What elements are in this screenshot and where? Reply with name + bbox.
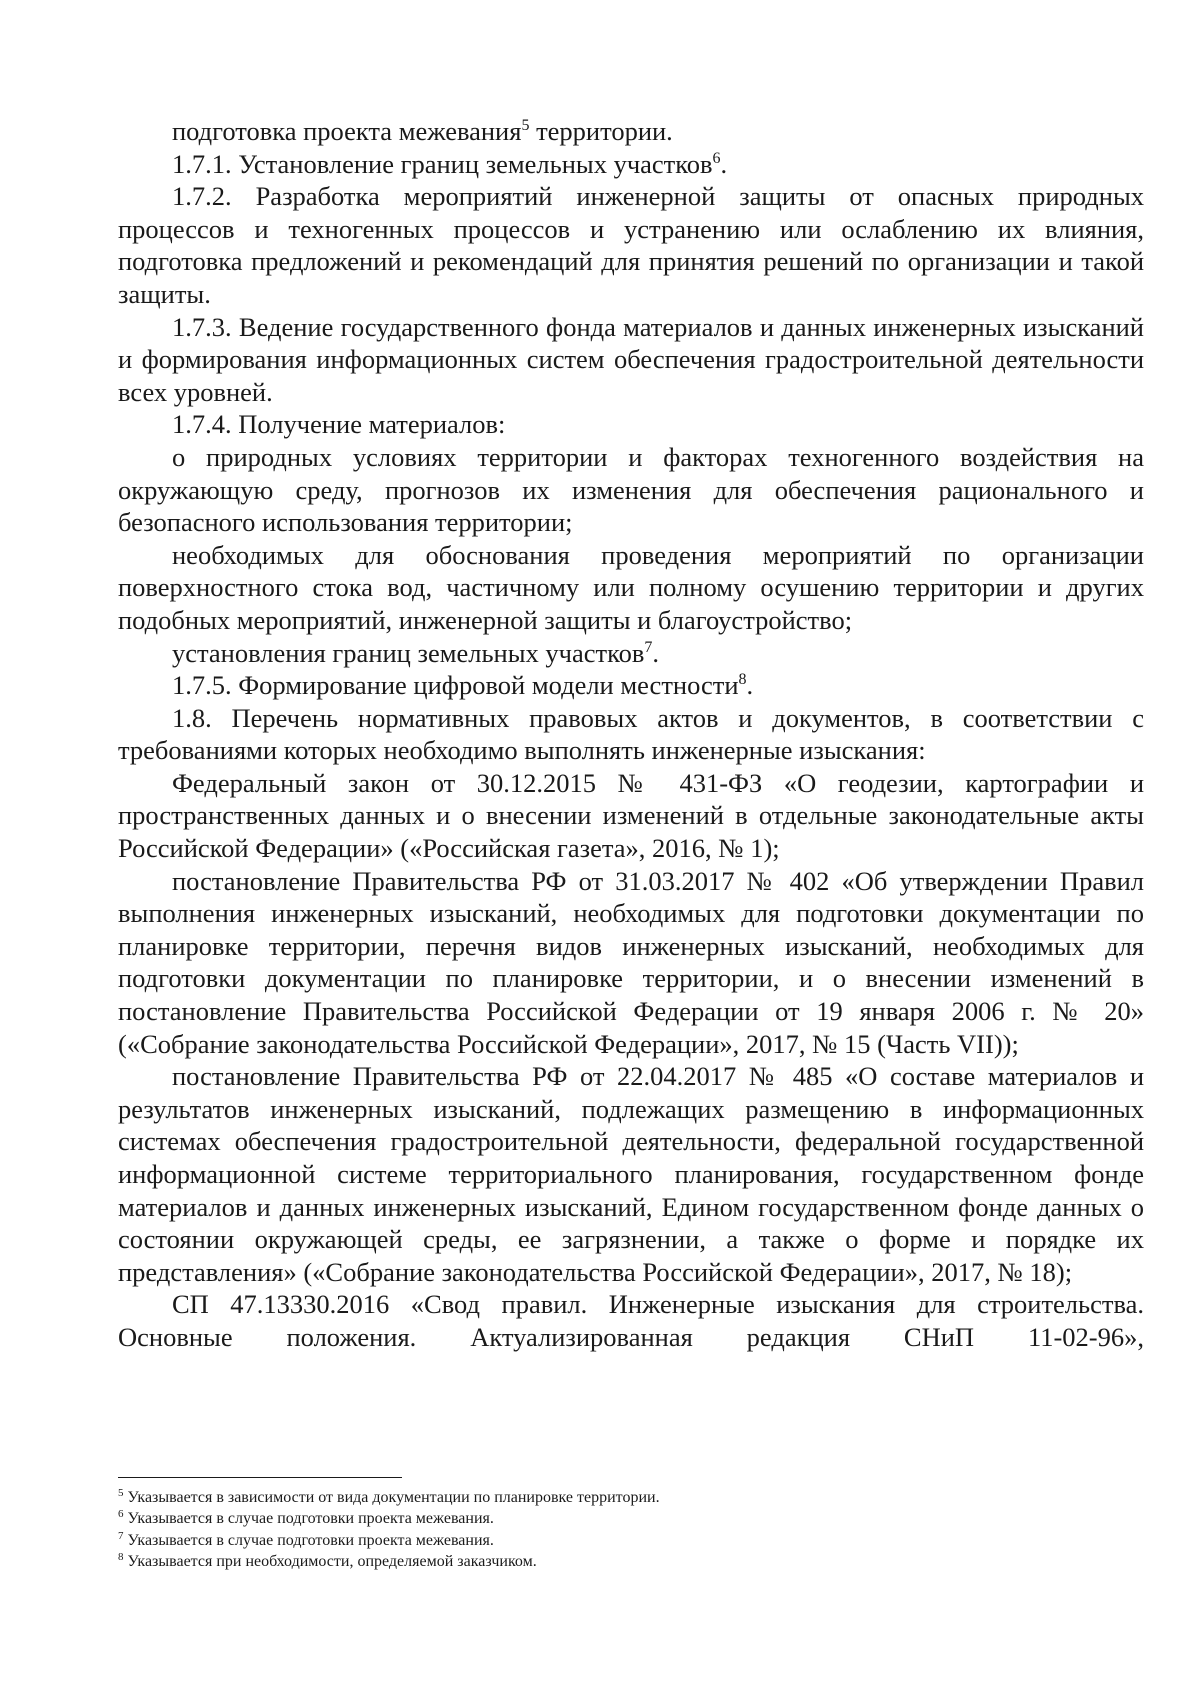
footnotes [118, 1487, 1144, 1573]
paragraph-decree-402: постановление Правительства РФ от 31.03.2017 № 402 «Об утверждении Правил выполнения инженерных изысканий, необходимых для подготовки документации по планировке территории, перечня видов инженерных изысканий, необходимых для подготовки документации по планировке территории, и о внесении изменений в постановление Правительства Российской Федерации от 19 января 2006 г. № 20» («Собрание законодательства Российской Федерации», 2017, № 15 (Часть VII)); [118, 865, 1144, 1059]
paragraph-1-7-3: 1.7.3. Ведение государственного фонда материалов и данных инженерных изысканий и формирования информационных систем обеспечения градостроительной деятельности всех уровней. [118, 311, 1144, 407]
paragraph-1-7-1: 1.7.1. Установление границ земельных участков$^6$. [172, 148, 728, 179]
paragraph-land-boundaries: установления границ земельных участков$^7$. [172, 637, 660, 668]
paragraph-surface-runoff: необходимых для обоснования проведения мероприятий по организации поверхностного стока вод, частичному или полному осушению территории и других подобных мероприятий, инженерной защиты и благоустройство; [118, 539, 1144, 635]
paragraph-sp-47: СП 47.13330.2016 «Свод правил. Инженерные изыскания для строительства. Основные положения. Актуализированная редакция СНиП 11-02-96», [118, 1289, 1144, 1352]
paragraph-natural-conditions: о природных условиях территории и факторах техногенного воздействия на окружающую среду, прогнозов их изменения для обеспечения рационального и безопасного использования территории; [118, 441, 1144, 538]
paragraph-decree-485: постановление Правительства РФ от 22.04.2017 № 485 «О составе материалов и результатов инженерных изысканий, подлежащих размещению в информационных системах обеспечения градостроительной деятельности, федеральной государственной информационной системе территориального планирования, государственном фонде материалов и данных инженерных изысканий, Едином государственном фонде данных о состоянии окружающей среды, ее загрязнении, а также о форме и порядке их представления» («Собрание законодательства Российской Федерации», 2017, № 18); [118, 1061, 1144, 1287]
footnote-6: $^6$ Указывается в случае подготовки проекта межевания. [118, 1508, 494, 1528]
document-page [118, 115, 1144, 1354]
footnote-ref-5[interactable]: 5 [521, 117, 530, 134]
footnote-ref-6[interactable]: 6 [712, 149, 721, 167]
paragraph-mezhevanie: подготовка проекта межевания$^5$ территории. [172, 116, 673, 146]
paragraph-1-7-5: 1.7.5. Формирование цифровой модели местности$^8$. [172, 670, 754, 701]
paragraph-1-7-4: 1.7.4. Получение материалов: [172, 409, 506, 440]
paragraph-1-8: 1.8. Перечень нормативных правовых актов и документов, в соответствии с требованиями которых необходимо выполнять инженерные изыскания: [118, 702, 1144, 766]
footnote-7: $^7$ Указывается в случае подготовки проекта межевания. [118, 1529, 494, 1549]
footnote-separator [118, 1477, 402, 1478]
footnote-8: $^8$ Указывается при необходимости, определяемой заказчиком. [118, 1551, 537, 1571]
paragraph-federal-law: Федеральный закон от 30.12.2015 № 431-ФЗ «О геодезии, картографии и пространственных данных и о внесении изменений в отдельные законодательные акты Российской Федерации» («Российская газета», 2016, № 1); [118, 767, 1144, 864]
footnote-5: $^5$ Указывается в зависимости от вида документации по планировке территории. [118, 1487, 660, 1506]
footnote-ref-7[interactable]: 7 [644, 638, 653, 656]
paragraph-1-7-2: 1.7.2. Разработка мероприятий инженерной защиты от опасных природных процессов и техногенных процессов и устранению или ослаблению их влияния, подготовка предложений и рекомендаций для принятия решений по организации и такой защиты. [118, 181, 1144, 309]
footnote-ref-8[interactable]: 8 [738, 671, 747, 689]
